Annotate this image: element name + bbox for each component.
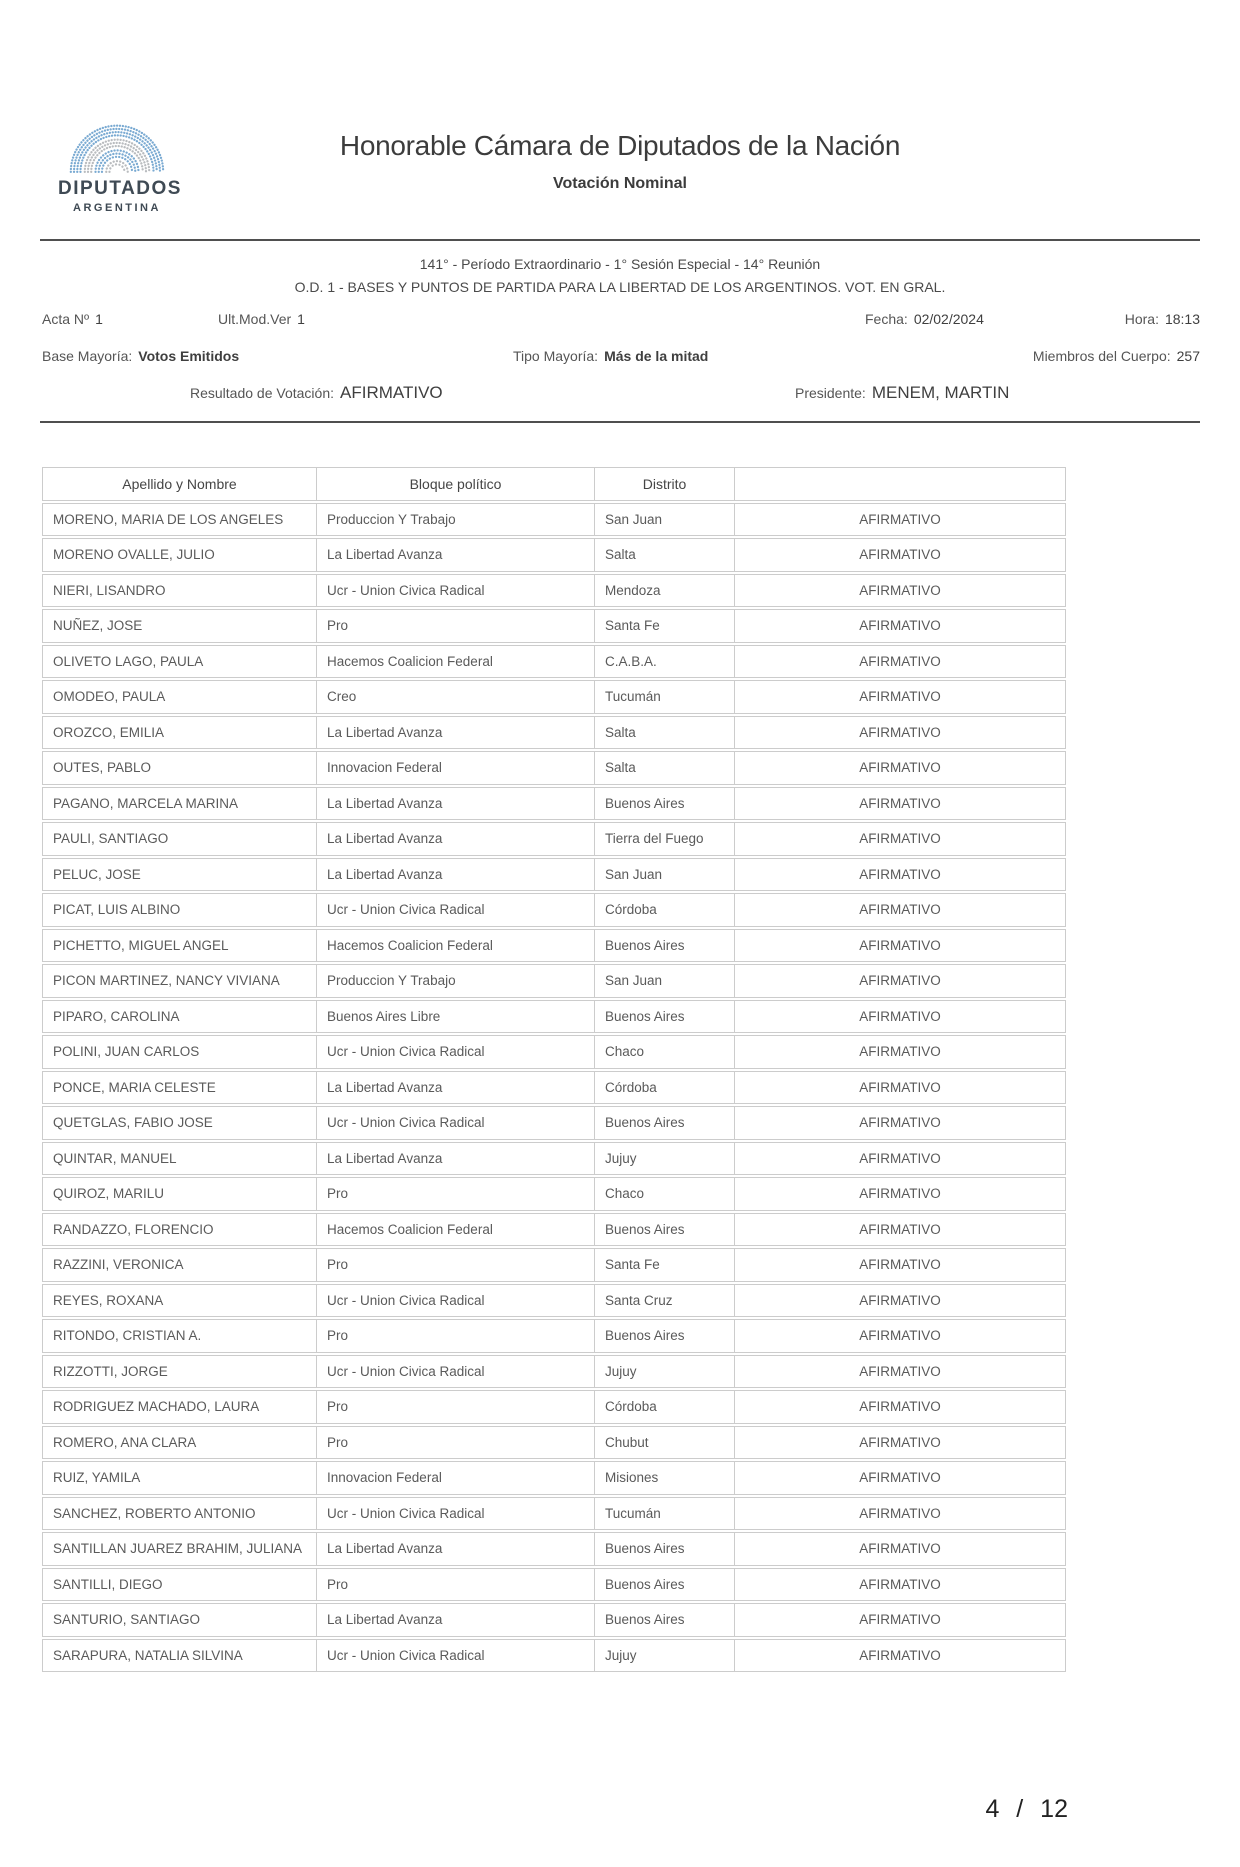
page-number: 4 / 12: [985, 1795, 1068, 1823]
table-row: [42, 680, 1066, 714]
bloc-cell: Hacemos Coalicion Federal: [317, 1213, 595, 1247]
vote-cell: AFIRMATIVO: [735, 964, 1066, 998]
table-row: [42, 1106, 1066, 1140]
table-row: [42, 1071, 1066, 1105]
vote-cell: AFIRMATIVO: [735, 645, 1066, 679]
name-cell: MORENO, MARIA DE LOS ANGELES: [42, 503, 317, 537]
bloc-cell: La Libertad Avanza: [317, 858, 595, 892]
district-cell: Córdoba: [595, 1390, 735, 1424]
name-cell: PAGANO, MARCELA MARINA: [42, 787, 317, 821]
vote-cell: AFIRMATIVO: [735, 680, 1066, 714]
table-row: [42, 1035, 1066, 1069]
bloc-cell: Innovacion Federal: [317, 1461, 595, 1495]
bloc-cell: Hacemos Coalicion Federal: [317, 645, 595, 679]
district-cell: San Juan: [595, 964, 735, 998]
table-row: [42, 1532, 1066, 1566]
table-row: [42, 1319, 1066, 1353]
name-cell: RANDAZZO, FLORENCIO: [42, 1213, 317, 1247]
district-cell: C.A.B.A.: [595, 645, 735, 679]
table-row: [42, 1461, 1066, 1495]
bloc-cell: Ucr - Union Civica Radical: [317, 1284, 595, 1318]
vote-cell: AFIRMATIVO: [735, 1071, 1066, 1105]
district-cell: Buenos Aires: [595, 787, 735, 821]
logo-wordmark: DIPUTADOS: [58, 178, 182, 199]
vote-cell: AFIRMATIVO: [735, 1106, 1066, 1140]
name-cell: OROZCO, EMILIA: [42, 716, 317, 750]
table-row: [42, 645, 1066, 679]
bloc-cell: Pro: [317, 1319, 595, 1353]
table-row: [42, 1426, 1066, 1460]
name-cell: SANCHEZ, ROBERTO ANTONIO: [42, 1497, 317, 1531]
name-cell: PONCE, MARIA CELESTE: [42, 1071, 317, 1105]
district-cell: Córdoba: [595, 893, 735, 927]
district-cell: Santa Cruz: [595, 1284, 735, 1318]
district-cell: San Juan: [595, 858, 735, 892]
table-row: [42, 503, 1066, 537]
table-row: [42, 1142, 1066, 1176]
name-cell: MORENO OVALLE, JULIO: [42, 538, 317, 572]
district-cell: Misiones: [595, 1461, 735, 1495]
bloc-cell: Pro: [317, 1390, 595, 1424]
bloc-cell: Ucr - Union Civica Radical: [317, 574, 595, 608]
vote-cell: AFIRMATIVO: [735, 716, 1066, 750]
name-cell: PICON MARTINEZ, NANCY VIVIANA: [42, 964, 317, 998]
bloc-cell: Produccion Y Trabajo: [317, 964, 595, 998]
name-cell: OUTES, PABLO: [42, 751, 317, 785]
bloc-cell: Produccion Y Trabajo: [317, 503, 595, 537]
vote-cell: AFIRMATIVO: [735, 1461, 1066, 1495]
ultmodver-field: Ult.Mod.Ver 1: [218, 311, 305, 327]
bloc-cell: La Libertad Avanza: [317, 1532, 595, 1566]
district-cell: Buenos Aires: [595, 1213, 735, 1247]
table-row: [42, 1284, 1066, 1318]
fecha-field: Fecha: 02/02/2024: [865, 311, 984, 327]
bloc-cell: Ucr - Union Civica Radical: [317, 1639, 595, 1673]
header-divider: [40, 239, 1200, 241]
table-row: [42, 1497, 1066, 1531]
bloc-cell: Ucr - Union Civica Radical: [317, 893, 595, 927]
name-cell: RIZZOTTI, JORGE: [42, 1355, 317, 1389]
name-cell: PIPARO, CAROLINA: [42, 1000, 317, 1034]
name-cell: RITONDO, CRISTIAN A.: [42, 1319, 317, 1353]
bloc-cell: Ucr - Union Civica Radical: [317, 1355, 595, 1389]
bloc-cell: La Libertad Avanza: [317, 538, 595, 572]
district-cell: Buenos Aires: [595, 1568, 735, 1602]
vote-cell: AFIRMATIVO: [735, 503, 1066, 537]
district-cell: Buenos Aires: [595, 1603, 735, 1637]
district-cell: Jujuy: [595, 1142, 735, 1176]
table-row: [42, 1000, 1066, 1034]
vote-cell: AFIRMATIVO: [735, 1568, 1066, 1602]
vote-cell: AFIRMATIVO: [735, 893, 1066, 927]
vote-cell: AFIRMATIVO: [735, 1035, 1066, 1069]
column-header-voto: [735, 467, 1066, 501]
session-line: 141° - Período Extraordinario - 1° Sesión Especial - 14° Reunión: [419, 256, 821, 272]
vote-cell: AFIRMATIVO: [735, 1497, 1066, 1531]
name-cell: ROMERO, ANA CLARA: [42, 1426, 317, 1460]
bloc-cell: La Libertad Avanza: [317, 1071, 595, 1105]
district-cell: Salta: [595, 538, 735, 572]
acta-field: Acta Nº 1: [42, 311, 103, 327]
table-row: [42, 1390, 1066, 1424]
column-header-apellido: Apellido y Nombre: [42, 467, 317, 501]
name-cell: POLINI, JUAN CARLOS: [42, 1035, 317, 1069]
district-cell: Chaco: [595, 1177, 735, 1211]
district-cell: Buenos Aires: [595, 1000, 735, 1034]
bloc-cell: La Libertad Avanza: [317, 822, 595, 856]
table-row: [42, 893, 1066, 927]
column-header-distrito: Distrito: [595, 467, 735, 501]
district-cell: Jujuy: [595, 1639, 735, 1673]
name-cell: PAULI, SANTIAGO: [42, 822, 317, 856]
hora-field: Hora: 18:13: [1124, 311, 1200, 327]
table-row: [42, 964, 1066, 998]
bloc-cell: Ucr - Union Civica Radical: [317, 1497, 595, 1531]
district-cell: Santa Fe: [595, 1248, 735, 1282]
table-row: [42, 1177, 1066, 1211]
vote-cell: AFIRMATIVO: [735, 822, 1066, 856]
vote-cell: AFIRMATIVO: [735, 1000, 1066, 1034]
tipo-mayoria-field: Tipo Mayoría: Más de la mitad: [513, 348, 709, 364]
name-cell: OLIVETO LAGO, PAULA: [42, 645, 317, 679]
vote-cell: AFIRMATIVO: [735, 1426, 1066, 1460]
name-cell: QUINTAR, MANUEL: [42, 1142, 317, 1176]
name-cell: SANTILLI, DIEGO: [42, 1568, 317, 1602]
bloc-cell: La Libertad Avanza: [317, 716, 595, 750]
table-row: [42, 1355, 1066, 1389]
vote-table: [42, 465, 1066, 1674]
bloc-cell: Innovacion Federal: [317, 751, 595, 785]
table-row: [42, 716, 1066, 750]
metadata-divider: [40, 421, 1200, 423]
logo-country: ARGENTINA: [73, 202, 161, 214]
bloc-cell: Ucr - Union Civica Radical: [317, 1106, 595, 1140]
vote-cell: AFIRMATIVO: [735, 538, 1066, 572]
table-header-row: [42, 467, 1066, 501]
vote-cell: AFIRMATIVO: [735, 1639, 1066, 1673]
name-cell: RODRIGUEZ MACHADO, LAURA: [42, 1390, 317, 1424]
district-cell: Córdoba: [595, 1071, 735, 1105]
district-cell: Buenos Aires: [595, 1319, 735, 1353]
name-cell: PICAT, LUIS ALBINO: [42, 893, 317, 927]
table-row: [42, 822, 1066, 856]
vote-cell: AFIRMATIVO: [735, 1355, 1066, 1389]
name-cell: QUETGLAS, FABIO JOSE: [42, 1106, 317, 1140]
vote-cell: AFIRMATIVO: [735, 1213, 1066, 1247]
table-row: [42, 787, 1066, 821]
district-cell: Tucumán: [595, 680, 735, 714]
table-row: [42, 1639, 1066, 1673]
vote-cell: AFIRMATIVO: [735, 929, 1066, 963]
table-row: [42, 609, 1066, 643]
name-cell: RUIZ, YAMILA: [42, 1461, 317, 1495]
vote-cell: AFIRMATIVO: [735, 787, 1066, 821]
vote-cell: AFIRMATIVO: [735, 609, 1066, 643]
table-row: [42, 1568, 1066, 1602]
vote-cell: AFIRMATIVO: [735, 1390, 1066, 1424]
bloc-cell: Pro: [317, 1426, 595, 1460]
name-cell: OMODEO, PAULA: [42, 680, 317, 714]
vote-cell: AFIRMATIVO: [735, 1603, 1066, 1637]
vote-table-body: [42, 503, 1066, 1673]
base-mayoria-field: Base Mayoría: Votos Emitidos: [42, 348, 240, 364]
name-cell: PICHETTO, MIGUEL ANGEL: [42, 929, 317, 963]
district-cell: Jujuy: [595, 1355, 735, 1389]
vote-cell: AFIRMATIVO: [735, 1284, 1066, 1318]
name-cell: NUÑEZ, JOSE: [42, 609, 317, 643]
district-cell: Mendoza: [595, 574, 735, 608]
vote-cell: AFIRMATIVO: [735, 574, 1066, 608]
district-cell: Tierra del Fuego: [595, 822, 735, 856]
bloc-cell: Ucr - Union Civica Radical: [317, 1035, 595, 1069]
vote-cell: AFIRMATIVO: [735, 1532, 1066, 1566]
name-cell: NIERI, LISANDRO: [42, 574, 317, 608]
vote-metadata: [40, 309, 1200, 421]
name-cell: REYES, ROXANA: [42, 1284, 317, 1318]
name-cell: RAZZINI, VERONICA: [42, 1248, 317, 1282]
district-cell: Buenos Aires: [595, 1106, 735, 1140]
resultado-votacion-field: Resultado de Votación: AFIRMATIVO: [190, 383, 443, 402]
vote-cell: AFIRMATIVO: [735, 1142, 1066, 1176]
vote-cell: AFIRMATIVO: [735, 751, 1066, 785]
name-cell: SARAPURA, NATALIA SILVINA: [42, 1639, 317, 1673]
miembros-cuerpo-field: Miembros del Cuerpo: 257: [1032, 348, 1200, 364]
district-cell: Salta: [595, 751, 735, 785]
bloc-cell: La Libertad Avanza: [317, 1603, 595, 1637]
vote-cell: AFIRMATIVO: [735, 1177, 1066, 1211]
table-row: [42, 751, 1066, 785]
page-subtitle: Votación Nominal: [553, 175, 687, 192]
bloc-cell: Pro: [317, 1248, 595, 1282]
district-cell: Tucumán: [595, 1497, 735, 1531]
district-cell: Chaco: [595, 1035, 735, 1069]
table-row: [42, 1603, 1066, 1637]
vote-cell: AFIRMATIVO: [735, 1248, 1066, 1282]
name-cell: SANTILLAN JUAREZ BRAHIM, JULIANA: [42, 1532, 317, 1566]
session-info: [0, 253, 1240, 299]
district-cell: Buenos Aires: [595, 1532, 735, 1566]
name-cell: PELUC, JOSE: [42, 858, 317, 892]
table-row: [42, 574, 1066, 608]
vote-cell: AFIRMATIVO: [735, 1319, 1066, 1353]
table-row: [42, 858, 1066, 892]
column-header-bloque: Bloque político: [317, 467, 595, 501]
table-row: [42, 929, 1066, 963]
bloc-cell: Pro: [317, 1568, 595, 1602]
district-cell: San Juan: [595, 503, 735, 537]
name-cell: QUIROZ, MARILU: [42, 1177, 317, 1211]
document-header: [0, 112, 1240, 239]
bloc-cell: La Libertad Avanza: [317, 787, 595, 821]
district-cell: Buenos Aires: [595, 929, 735, 963]
bloc-cell: Pro: [317, 1177, 595, 1211]
bloc-cell: Hacemos Coalicion Federal: [317, 929, 595, 963]
order-of-day-line: O.D. 1 - BASES Y PUNTOS DE PARTIDA PARA LA LIBERTAD DE LOS ARGENTINOS. VOT. EN GRAL.: [294, 279, 946, 295]
table-row: [42, 538, 1066, 572]
page-title: Honorable Cámara de Diputados de la Nación: [339, 130, 901, 161]
table-row: [42, 1213, 1066, 1247]
district-cell: Salta: [595, 716, 735, 750]
bloc-cell: Creo: [317, 680, 595, 714]
vote-cell: AFIRMATIVO: [735, 858, 1066, 892]
presidente-field: Presidente: MENEM, MARTIN: [795, 383, 1010, 402]
bloc-cell: Buenos Aires Libre: [317, 1000, 595, 1034]
district-cell: Chubut: [595, 1426, 735, 1460]
district-cell: Santa Fe: [595, 609, 735, 643]
bloc-cell: Pro: [317, 609, 595, 643]
table-row: [42, 1248, 1066, 1282]
bloc-cell: La Libertad Avanza: [317, 1142, 595, 1176]
name-cell: SANTURIO, SANTIAGO: [42, 1603, 317, 1637]
